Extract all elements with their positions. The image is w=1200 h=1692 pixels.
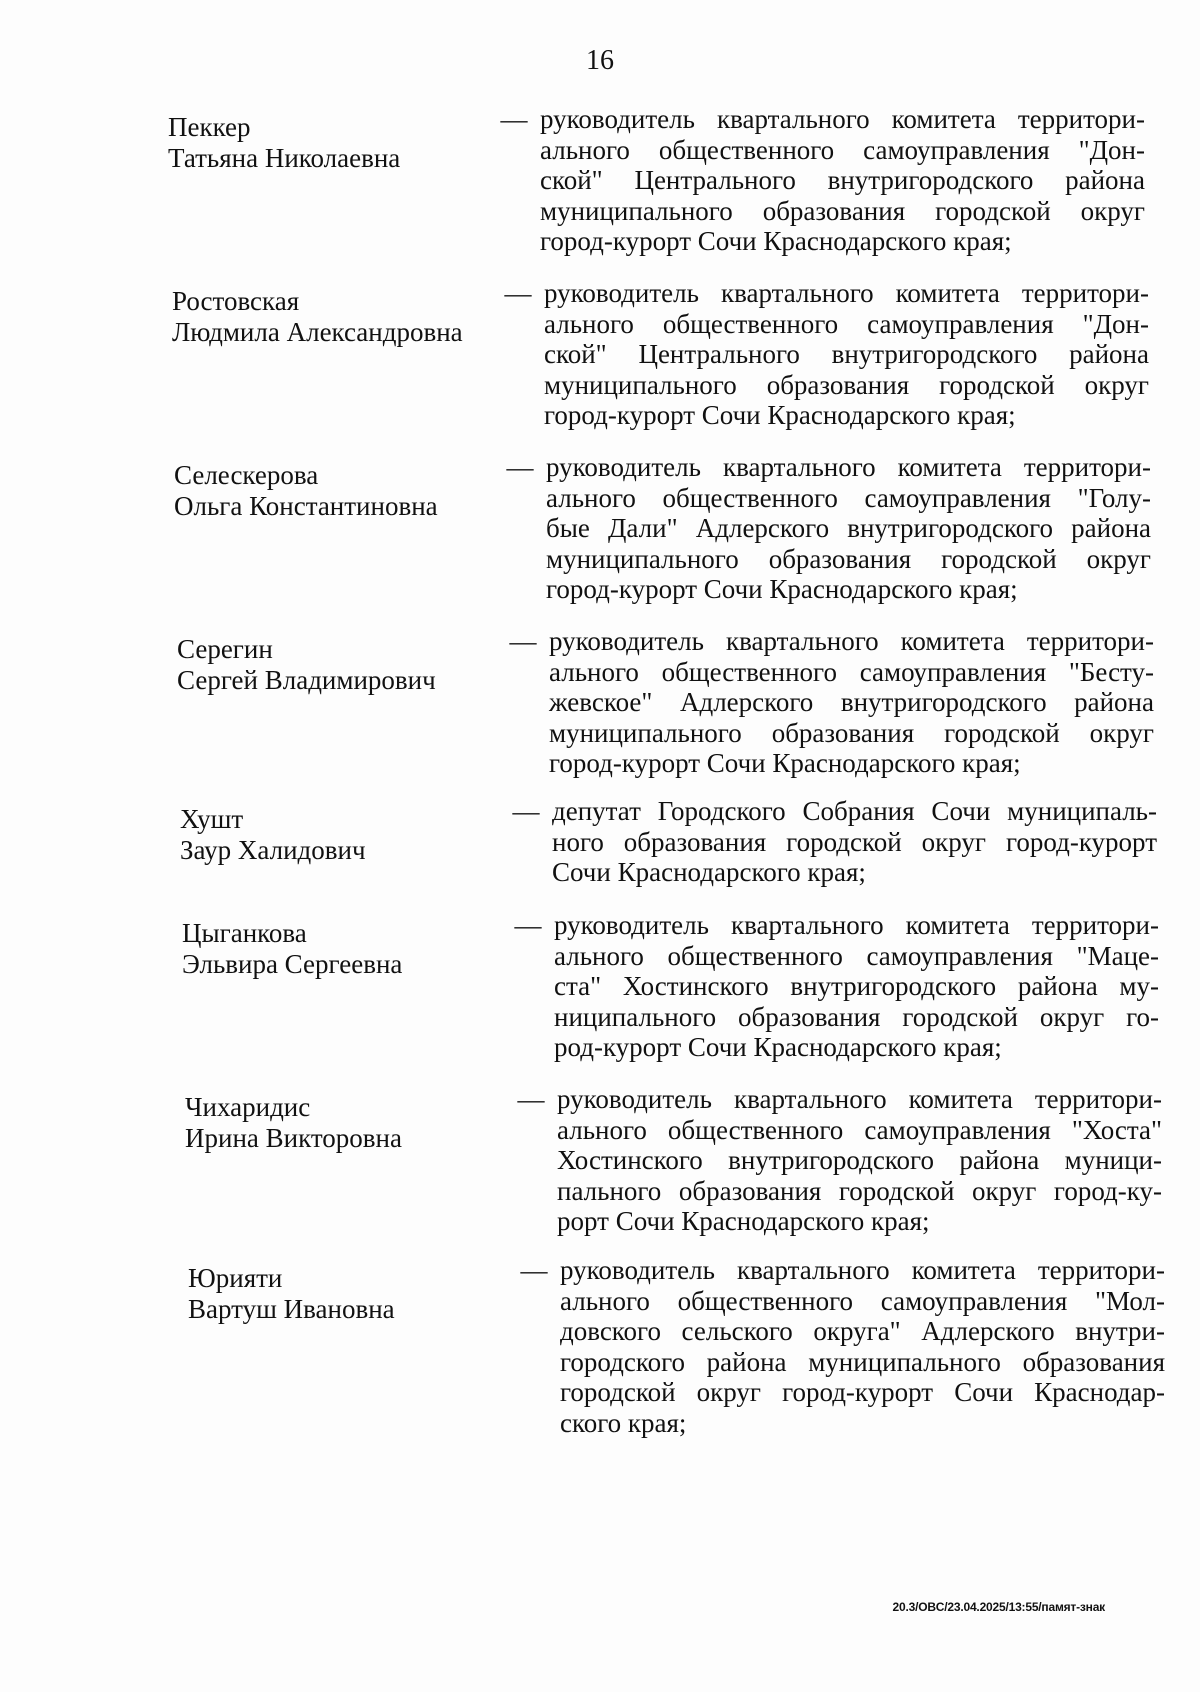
document-reference-code: 20.3/OBC/23.04.2025/13:55/памят-знак <box>892 1600 1105 1614</box>
member-surname: Цыганкова <box>182 918 307 948</box>
role-line: руководитель квартального комитета территори- <box>554 910 1159 940</box>
role-line: ального общественного самоуправления "Мол- <box>560 1285 1165 1316</box>
member-surname: Ростовская <box>172 286 300 316</box>
member-role <box>560 1255 1165 1438</box>
role-line: город-курорт Сочи Краснодарского края; <box>546 574 1018 604</box>
member-name <box>172 286 502 347</box>
em-dash: — <box>504 278 532 308</box>
member-name <box>177 634 507 695</box>
member-given-names: Ирина Викторовна <box>185 1122 402 1153</box>
member-surname: Пеккер <box>168 112 251 142</box>
role-line: руководитель квартального комитета территори- <box>540 104 1145 134</box>
role-line: руководитель квартального комитета территори- <box>544 278 1149 308</box>
role-line: ального общественного самоуправления "Дон- <box>540 134 1145 165</box>
em-dash: — <box>517 1084 545 1114</box>
role-line: муниципального образования городской округ <box>546 543 1151 574</box>
member-name <box>185 1092 515 1153</box>
role-line: рорт Сочи Краснодарского края; <box>557 1206 930 1236</box>
member-name <box>182 918 512 979</box>
member-entry <box>172 278 1182 438</box>
role-line: Сочи Краснодарского края; <box>552 857 866 887</box>
role-line: руководитель квартального комитета территори- <box>560 1255 1165 1285</box>
member-role <box>557 1084 1162 1237</box>
member-surname: Серегин <box>177 634 273 664</box>
member-entry <box>185 1084 1195 1244</box>
member-role <box>540 104 1145 257</box>
role-line: ального общественного самоуправления "Дон- <box>544 308 1149 339</box>
member-given-names: Вартуш Ивановна <box>188 1293 395 1324</box>
member-name <box>174 460 504 521</box>
member-surname: Чихаридис <box>185 1092 311 1122</box>
role-line: ального общественного самоуправления "Хоста" <box>557 1114 1162 1145</box>
role-line: ального общественного самоуправления "Маце- <box>554 940 1159 971</box>
member-entry <box>168 104 1178 264</box>
role-line: город-курорт Сочи Краснодарского края; <box>544 400 1016 430</box>
member-given-names: Заур Халидович <box>180 834 366 865</box>
member-surname: Юрияти <box>188 1263 283 1293</box>
role-line: муниципального образования городской округ <box>540 195 1145 226</box>
role-line: муниципального образования городской округ <box>544 369 1149 400</box>
role-line: пального образования городской округ город-ку- <box>557 1175 1162 1206</box>
member-surname: Селескерова <box>174 460 319 490</box>
em-dash: — <box>520 1255 548 1285</box>
member-name <box>168 112 498 173</box>
role-line: ального общественного самоуправления "Голу- <box>546 482 1151 513</box>
role-line: ского края; <box>560 1407 687 1438</box>
role-line: ниципального образования городской округ го- <box>554 1001 1159 1032</box>
member-given-names: Сергей Владимирович <box>177 664 436 695</box>
role-line: муниципального образования городской округ <box>549 717 1154 748</box>
member-role <box>554 910 1159 1063</box>
member-entry <box>174 452 1184 612</box>
member-name <box>180 804 510 865</box>
member-role <box>549 626 1154 779</box>
role-line: ской" Центрального внутригородского района <box>544 339 1149 369</box>
role-line: род-курорт Сочи Краснодарского края; <box>554 1032 1002 1062</box>
role-line: Хостинского внутригородского района муници- <box>557 1145 1162 1175</box>
role-line: ста" Хостинского внутригородского района му- <box>554 971 1159 1001</box>
role-line: городского района муниципального образования <box>560 1346 1165 1377</box>
member-given-names: Татьяна Николаевна <box>168 142 401 173</box>
role-line: жевское" Адлерского внутригородского района <box>549 687 1154 717</box>
member-entry <box>182 910 1192 1070</box>
member-given-names: Людмила Александровна <box>172 316 463 347</box>
em-dash: — <box>509 626 537 656</box>
role-line: довского сельского округа" Адлерского внутри- <box>560 1316 1165 1346</box>
role-line: ального общественного самоуправления "Бесту- <box>549 656 1154 687</box>
page-number: 16 <box>586 45 614 76</box>
member-role <box>544 278 1149 431</box>
member-entry <box>177 626 1187 786</box>
role-line: руководитель квартального комитета территори- <box>546 452 1151 482</box>
member-surname: Хушт <box>180 804 244 834</box>
em-dash: — <box>514 910 542 940</box>
member-name <box>188 1263 518 1324</box>
role-line: город-курорт Сочи Краснодарского края; <box>540 226 1012 256</box>
member-role <box>552 796 1157 888</box>
role-line: город-курорт Сочи Краснодарского края; <box>549 748 1021 778</box>
role-line: городской округ город-курорт Сочи Краснодар- <box>560 1377 1165 1407</box>
role-line: руководитель квартального комитета территори- <box>557 1084 1162 1114</box>
role-line: депутат Городского Собрания Сочи муниципаль- <box>552 796 1157 826</box>
member-entry <box>188 1255 1198 1438</box>
role-line: руководитель квартального комитета территори- <box>549 626 1154 656</box>
member-given-names: Ольга Константиновна <box>174 490 438 521</box>
role-line: ской" Центрального внутригородского района <box>540 165 1145 195</box>
role-line: ного образования городской округ город-курорт <box>552 826 1157 857</box>
em-dash: — <box>500 104 528 134</box>
role-line: бые Дали" Адлерского внутригородского района <box>546 513 1151 543</box>
em-dash: — <box>512 796 540 826</box>
em-dash: — <box>506 452 534 482</box>
member-given-names: Эльвира Сергеевна <box>182 948 403 979</box>
member-role <box>546 452 1151 605</box>
